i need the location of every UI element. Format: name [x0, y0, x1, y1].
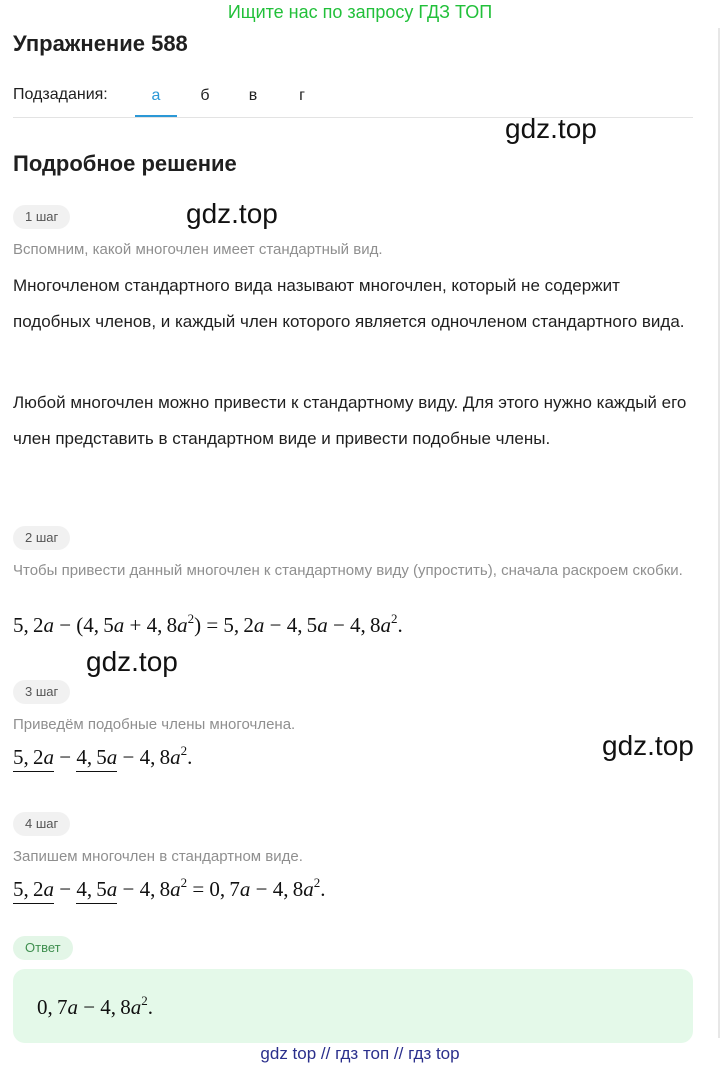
- step-2-hint: Чтобы привести данный многочлен к стандартному виду (упростить), сначала раскроем скобки.: [13, 562, 683, 579]
- step-3-hint: Приведём подобные члены многочлена.: [13, 716, 296, 733]
- solution-title: Подробное решение: [13, 151, 237, 176]
- tab-g[interactable]: г: [299, 87, 305, 104]
- step-2-formula: 5, 2a − (4, 5a + 4, $8a^2) = 5$, 2a − 4, 5a − 4, $8a^2$.: [13, 611, 403, 637]
- step-3-formula: 5, 2a − 4, 5a − 4, $8a^2$.: [13, 745, 192, 770]
- watermark: gdz.top: [186, 198, 278, 229]
- step-3-badge: 3 шаг: [13, 680, 70, 704]
- tab-b[interactable]: б: [200, 87, 210, 104]
- watermark: gdz.top: [86, 646, 178, 677]
- step-4-hint: Запишем многочлен в стандартном виде.: [13, 848, 303, 865]
- subtasks-label: Подзадания:: [13, 86, 108, 103]
- step-4-badge: 4 шаг: [13, 812, 70, 836]
- step-2-badge: 2 шаг: [13, 526, 70, 550]
- watermark: gdz.top: [602, 730, 694, 761]
- watermark: gdz.top: [505, 113, 597, 144]
- step-1-badge: 1 шаг: [13, 205, 70, 229]
- step-1-paragraph-1: Многочленом стандартного вида называют многочлен, который не содержит подобных членов, и каждый член которого является одночленом стандартного вида.: [13, 276, 685, 331]
- answer-formula: 0, 7a − 4, $8a^2$.: [37, 993, 154, 1019]
- answer-badge: Ответ: [13, 936, 73, 960]
- step-1-hint: Вспомним, какой многочлен имеет стандартный вид.: [13, 241, 383, 258]
- search-banner: Ищите нас по запросу ГДЗ ТОП: [227, 2, 493, 22]
- step-4-formula: 5, 2a − 4, 5a − 4, $8a^2 = 0$, 7a − 4, $8a^2$.: [13, 877, 325, 902]
- tab-v[interactable]: в: [248, 87, 258, 104]
- answer-box: [13, 969, 693, 1043]
- exercise-title: Упражнение 588: [13, 31, 188, 56]
- footer-links[interactable]: gdz top // гдз топ // гдз top: [260, 1044, 460, 1063]
- step-1-paragraph-2: Любой многочлен можно привести к стандартному виду. Для этого нужно каждый его член представить в стандартном виде и привести подобные члены.: [13, 393, 687, 448]
- tab-a[interactable]: а: [135, 84, 177, 117]
